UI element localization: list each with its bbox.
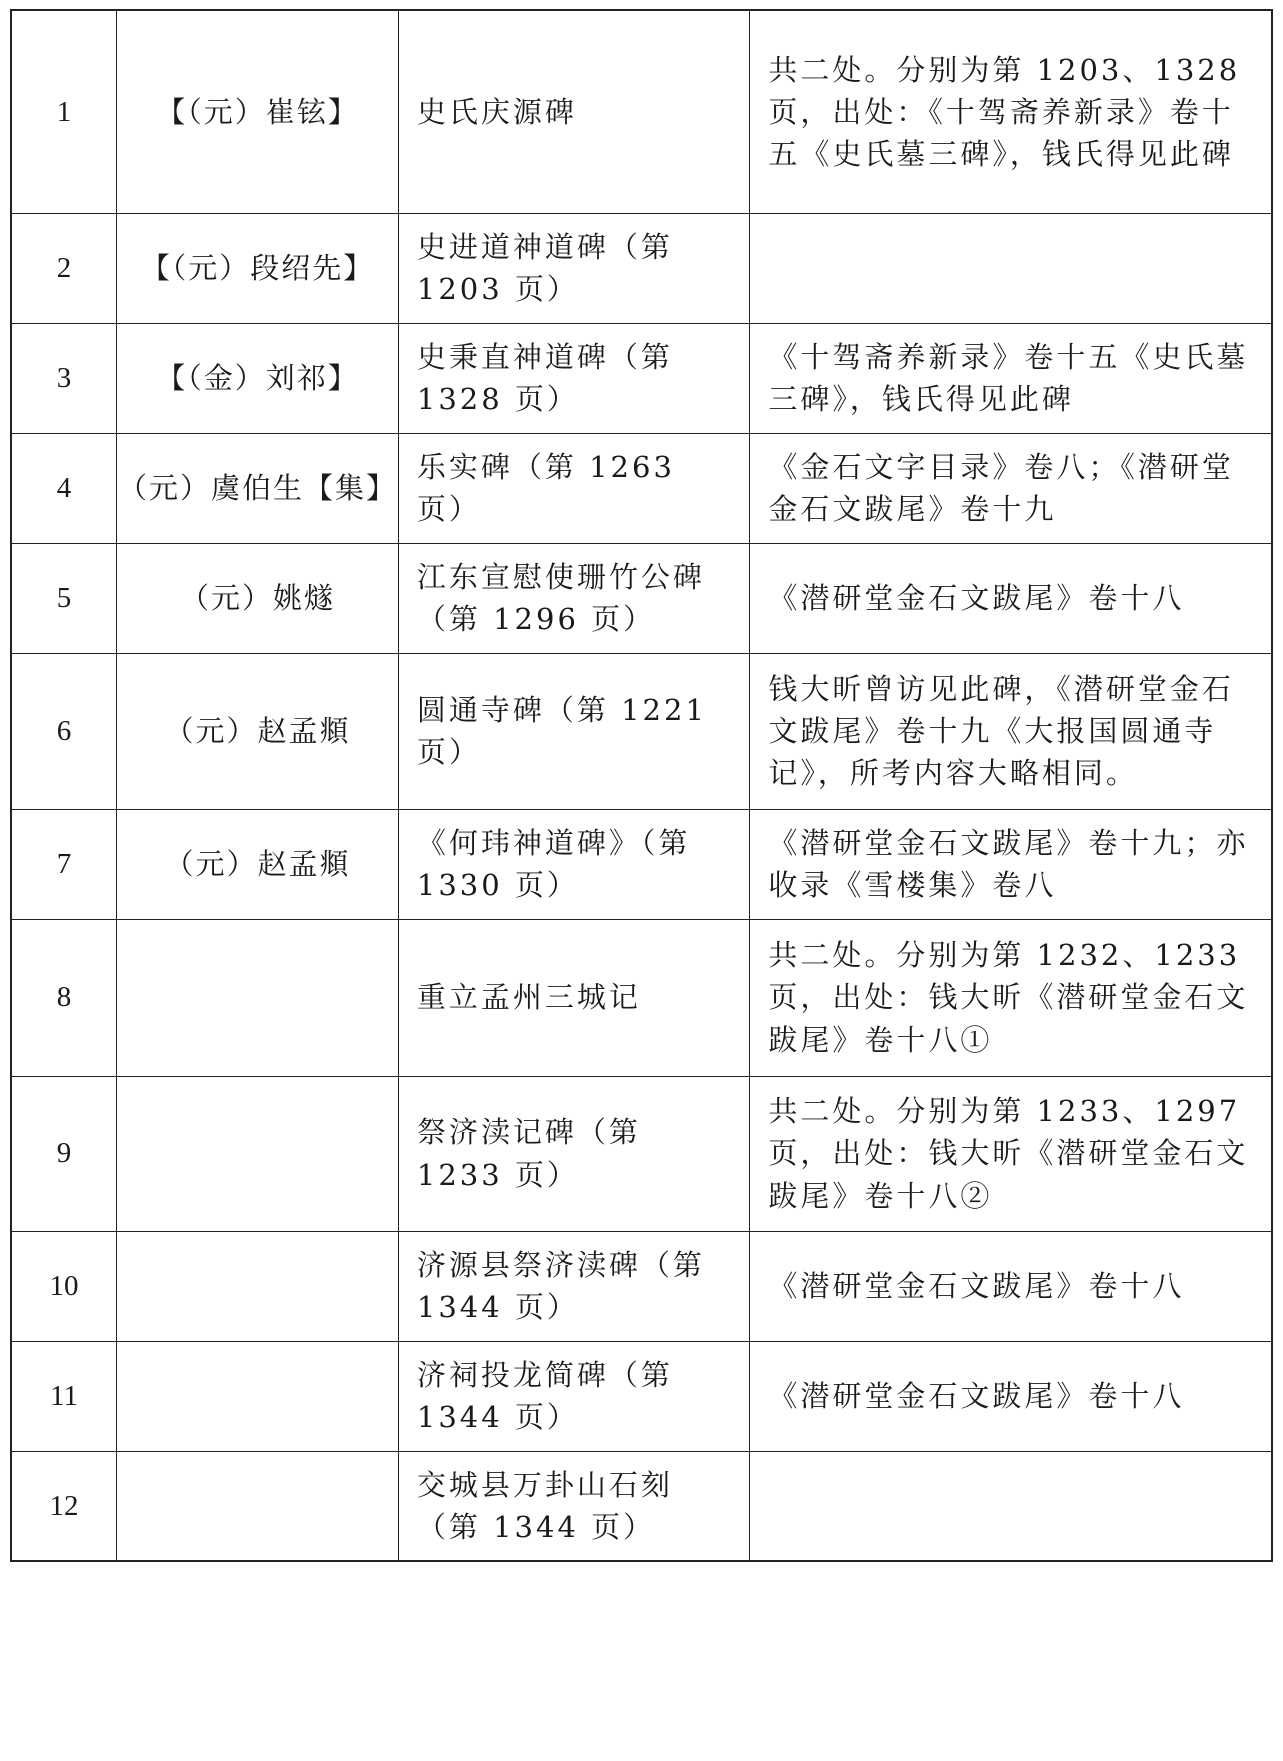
row-number: 4 (11, 433, 117, 543)
inscription-title: 祭济渎记碑（第 1233 页） (398, 1076, 749, 1231)
inscription-title: 史秉直神道碑（第 1328 页） (398, 323, 749, 433)
source-note: 《潜研堂金石文跋尾》卷十八 (750, 1231, 1272, 1341)
author-cell (117, 919, 399, 1076)
inscription-title: 江东宣慰使珊竹公碑（第 1296 页） (398, 543, 749, 653)
author-cell: 【（元）崔铉】 (117, 10, 399, 213)
row-number: 3 (11, 323, 117, 433)
source-note: 共二处。分别为第 1232、1233 页，出处：钱大昕《潜研堂金石文跋尾》卷十八① (750, 919, 1272, 1076)
inscription-title: 乐实碑（第 1263 页） (398, 433, 749, 543)
row-number: 6 (11, 653, 117, 809)
table-row (11, 809, 1272, 919)
author-cell: 【（元）段绍先】 (117, 213, 399, 323)
row-number: 11 (11, 1341, 117, 1451)
table-row (11, 1341, 1272, 1451)
author-cell: （元）赵孟頫 (117, 653, 399, 809)
table-row (11, 1451, 1272, 1561)
source-note: 《潜研堂金石文跋尾》卷十八 (750, 543, 1272, 653)
table-row (11, 653, 1272, 809)
inscription-title: 圆通寺碑（第 1221 页） (398, 653, 749, 809)
author-cell: 【（金）刘祁】 (117, 323, 399, 433)
author-cell (117, 1231, 399, 1341)
source-note: 钱大昕曾访见此碑，《潜研堂金石文跋尾》卷十九《大报国圆通寺记》，所考内容大略相同。 (750, 653, 1272, 809)
row-number: 12 (11, 1451, 117, 1561)
table-row (11, 213, 1272, 323)
source-note: 《金石文字目录》卷八；《潜研堂金石文跋尾》卷十九 (750, 433, 1272, 543)
source-note: 共二处。分别为第 1233、1297 页，出处：钱大昕《潜研堂金石文跋尾》卷十八② (750, 1076, 1272, 1231)
inscription-title: 济源县祭济渎碑（第 1344 页） (398, 1231, 749, 1341)
row-number: 8 (11, 919, 117, 1076)
author-cell: （元）姚燧 (117, 543, 399, 653)
source-note (750, 213, 1272, 323)
source-note: 《潜研堂金石文跋尾》卷十九；亦收录《雪楼集》卷八 (750, 809, 1272, 919)
author-cell (117, 1341, 399, 1451)
row-number: 1 (11, 10, 117, 213)
inscription-title: 交城县万卦山石刻（第 1344 页） (398, 1451, 749, 1561)
table-row (11, 543, 1272, 653)
author-cell: （元）虞伯生【集】 (117, 433, 399, 543)
table-row (11, 433, 1272, 543)
source-note: 《十驾斋养新录》卷十五《史氏墓三碑》，钱氏得见此碑 (750, 323, 1272, 433)
row-number: 7 (11, 809, 117, 919)
inscription-table (10, 9, 1273, 1562)
inscription-title: 史进道神道碑（第 1203 页） (398, 213, 749, 323)
table-row (11, 1076, 1272, 1231)
row-number: 5 (11, 543, 117, 653)
author-cell: （元）赵孟頫 (117, 809, 399, 919)
author-cell (117, 1451, 399, 1561)
source-note (750, 1451, 1272, 1561)
inscription-title: 史氏庆源碑 (398, 10, 749, 213)
row-number: 9 (11, 1076, 117, 1231)
table-row (11, 1231, 1272, 1341)
source-note: 《潜研堂金石文跋尾》卷十八 (750, 1341, 1272, 1451)
table-row (11, 10, 1272, 213)
inscription-title: 重立孟州三城记 (398, 919, 749, 1076)
table-row (11, 919, 1272, 1076)
row-number: 10 (11, 1231, 117, 1341)
inscription-title: 济祠投龙简碑（第 1344 页） (398, 1341, 749, 1451)
table-row (11, 323, 1272, 433)
row-number: 2 (11, 213, 117, 323)
source-note: 共二处。分别为第 1203、1328 页，出处：《十驾斋养新录》卷十五《史氏墓三碑》，钱氏得见此碑 (750, 10, 1272, 213)
inscription-title: 《何玮神道碑》（第 1330 页） (398, 809, 749, 919)
author-cell (117, 1076, 399, 1231)
